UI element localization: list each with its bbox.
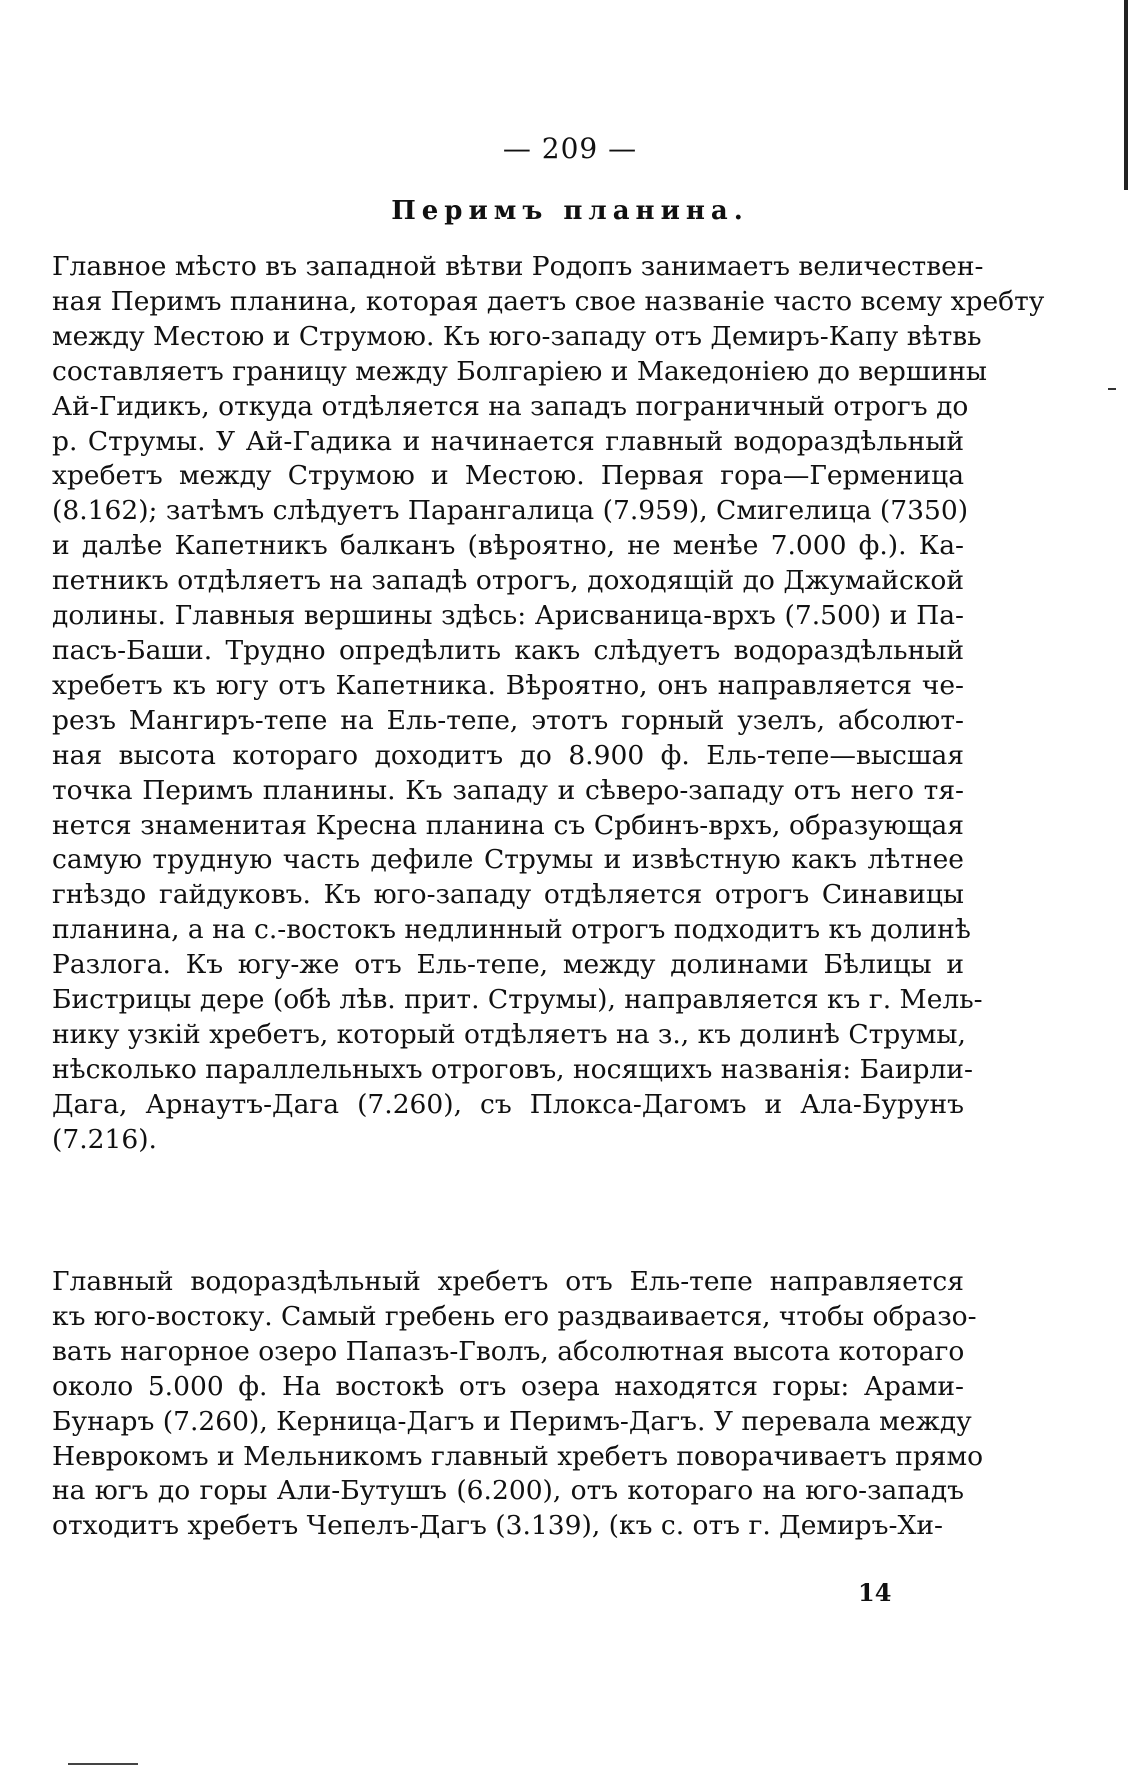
text-line: Главное мѣсто въ западной вѣтви Родопъ занимаетъ величествен- xyxy=(52,251,984,282)
text-line: планина, а на с.-востокъ недлинный отрогъ подходитъ къ долинѣ xyxy=(52,914,971,946)
text-line: нѣсколько параллельныхъ отроговъ, носящихъ названія: Баирли- xyxy=(52,1053,973,1085)
text-line: и далѣе Капетникъ балканъ (вѣроятно, не менѣе 7.000 ф.). Ка- xyxy=(52,530,964,562)
bottom-mark xyxy=(68,1763,138,1765)
text-line: петникъ отдѣляетъ на западѣ отрогъ, доходящій до Джумайской xyxy=(52,565,964,597)
page-number: — 209 — xyxy=(502,132,638,165)
text-line: Бунаръ (7.260), Керница-Дагъ и Перимъ-Дагъ. У перевала между xyxy=(52,1405,972,1437)
text-line: на югъ до горы Али-Бутушъ (6.200), отъ котораго на юго-западъ xyxy=(52,1475,964,1507)
text-line: около 5.000 ф. На востокѣ отъ озера находятся горы: Арами- xyxy=(52,1370,964,1402)
text-line: отходитъ хребетъ Чепелъ-Дагъ (3.139), (къ с. отъ г. Демиръ-Хи- xyxy=(52,1510,943,1542)
text-line: хребетъ между Струмою и Местою. Первая гора—Герменица xyxy=(52,460,964,492)
text-line: (7.216). xyxy=(52,1123,157,1155)
text-line: ная Перимъ планина, которая даетъ свое названіе часто всему хребту xyxy=(52,285,1045,317)
text-line: Главный водораздѣльный хребетъ отъ Ель-тепе направляется xyxy=(52,1266,964,1297)
text-line: гнѣздо гайдуковъ. Къ юго-западу отдѣляется отрогъ Синавицы xyxy=(52,879,964,911)
text-line: Дага, Арнаутъ-Дага (7.260), съ Плокса-Дагомъ и Ала-Бурунъ xyxy=(52,1088,964,1120)
text-line: Неврокомъ и Мельникомъ главный хребетъ поворачиваетъ прямо xyxy=(52,1440,984,1472)
paragraph-2 xyxy=(52,1265,984,1544)
text-line: вать нагорное озеро Папазъ-Гволъ, абсолютная высота котораго xyxy=(52,1335,965,1367)
text-line: р. Струмы. У Ай-Гадика и начинается главный водораздѣльный xyxy=(52,425,964,457)
text-line: ная высота котораго доходитъ до 8.900 ф. Ель-тепе—высшая xyxy=(52,739,964,771)
margin-mark xyxy=(1108,388,1116,390)
text-line: нику узкій хребетъ, который отдѣляетъ на з., къ долинѣ Струмы, xyxy=(52,1018,966,1050)
text-line: Разлога. Къ югу-же отъ Ель-тепе, между долинами Бѣлицы и xyxy=(52,949,964,981)
signature-mark: 14 xyxy=(858,1578,892,1607)
text-line: резъ Мангиръ-тепе на Ель-тепе, этотъ горный узелъ, абсолют- xyxy=(52,704,964,736)
section-title: Перимъ планина. xyxy=(391,196,749,226)
text-line: между Местою и Струмою. Къ юго-западу отъ Демиръ-Капу вѣтвь xyxy=(52,320,982,352)
text-line: пасъ-Баши. Трудно опредѣлить какъ слѣдуетъ водораздѣльный xyxy=(52,634,964,666)
text-line: хребетъ къ югу отъ Капетника. Вѣроятно, онъ направляется че- xyxy=(52,669,964,701)
text-line: (8.162); затѣмъ слѣдуетъ Парангалица (7.959), Смигелица (7350) xyxy=(52,495,969,527)
paragraph-1 xyxy=(52,250,1045,1158)
text-line: нется знаменитая Кресна планина съ Србинъ-врхъ, образующая xyxy=(52,809,964,841)
text-line: самую трудную часть дефиле Струмы и извѣстную какъ лѣтнее xyxy=(52,844,964,876)
text-line: Бистрицы дере (обѣ лѣв. прит. Струмы), направляется къ г. Мель- xyxy=(52,984,983,1016)
text-line: точка Перимъ планины. Къ западу и сѣверо-западу отъ него тя- xyxy=(52,774,964,806)
text-line: къ юго-востоку. Самый гребень его раздваивается, чтобы образо- xyxy=(52,1300,977,1332)
text-line: долины. Главныя вершины здѣсь: Арисваница-врхъ (7.500) и Па- xyxy=(52,600,964,632)
text-line: составляетъ границу между Болгаріею и Македоніею до вершины xyxy=(52,355,987,387)
text-line: Ай-Гидикъ, откуда отдѣляется на западъ пограничный отрогъ до xyxy=(52,390,969,422)
